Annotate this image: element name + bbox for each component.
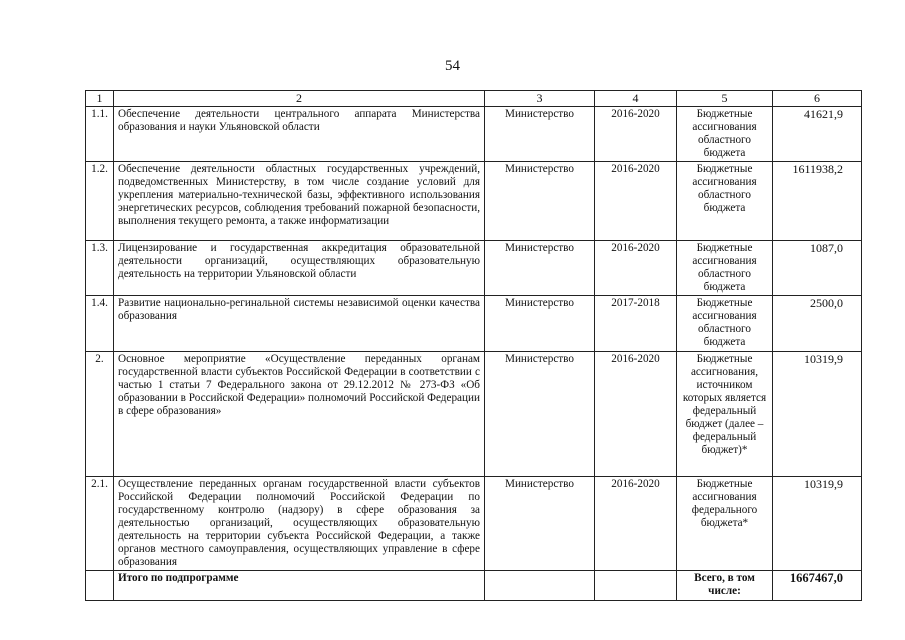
period: 2017-2018 bbox=[595, 296, 677, 352]
amount: 2500,0 bbox=[773, 296, 862, 352]
period: 2016-2020 bbox=[595, 241, 677, 296]
period: 2016-2020 bbox=[595, 162, 677, 241]
funding-source: Бюджетные ассигнования, источником которых является федеральный бюджет (далее – федеральный бюджет)* bbox=[677, 352, 773, 477]
executor: Министерство bbox=[485, 241, 595, 296]
funding-source: Бюджетные ассигнования областного бюджета bbox=[677, 241, 773, 296]
table-row bbox=[86, 477, 862, 571]
row-number: 1.1. bbox=[86, 107, 114, 162]
page-number: 54 bbox=[445, 58, 460, 74]
table-row bbox=[86, 241, 862, 296]
measure-name: Обеспечение деятельности центрального аппарата Министерства образования и науки Ульяновской области bbox=[114, 107, 485, 162]
column-header-2: 2 bbox=[114, 91, 485, 107]
measure-name: Развитие национально-регинальной системы независимой оценки качества образования bbox=[114, 296, 485, 352]
executor: Министерство bbox=[485, 107, 595, 162]
executor: Министерство bbox=[485, 352, 595, 477]
row-number: 1.4. bbox=[86, 296, 114, 352]
period: 2016-2020 bbox=[595, 107, 677, 162]
column-header-1: 1 bbox=[86, 91, 114, 107]
total-label: Итого по подпрограмме bbox=[114, 571, 485, 601]
total-number-cell bbox=[86, 571, 114, 601]
table-row bbox=[86, 296, 862, 352]
funding-source: Бюджетные ассигнования областного бюджета bbox=[677, 296, 773, 352]
amount: 10319,9 bbox=[773, 352, 862, 477]
amount: 1087,0 bbox=[773, 241, 862, 296]
executor: Министерство bbox=[485, 162, 595, 241]
funding-source: Бюджетные ассигнования областного бюджета bbox=[677, 162, 773, 241]
column-header-4: 4 bbox=[595, 91, 677, 107]
total-row bbox=[86, 571, 862, 601]
row-number: 2. bbox=[86, 352, 114, 477]
column-header-3: 3 bbox=[485, 91, 595, 107]
measure-name: Обеспечение деятельности областных государственных учреждений, подведомственных Министерству, в том числе создание условий для укрепления материально-технической базы, эффективного использования энергетических ресурсов, соблюдения требований пожарной безопасности, выполнения текущего ремонта, а также информатизации bbox=[114, 162, 485, 241]
amount: 41621,9 bbox=[773, 107, 862, 162]
table-row bbox=[86, 162, 862, 241]
total-source: Всего, в том числе: bbox=[677, 571, 773, 601]
amount: 1611938,2 bbox=[773, 162, 862, 241]
measure-name: Основное мероприятие «Осуществление переданных органам государственной власти субъектов Российской Федерации в соответствии с частью 1 статьи 7 Федерального закона от 29.12.2012 № 273-ФЗ «Об образовании в Российской Федерации» полномочий Российской Федерации в сфере образования» bbox=[114, 352, 485, 477]
executor: Министерство bbox=[485, 477, 595, 571]
total-amount: 1667467,0 bbox=[773, 571, 862, 601]
row-number: 2.1. bbox=[86, 477, 114, 571]
table-row bbox=[86, 107, 862, 162]
funding-source: Бюджетные ассигнования областного бюджета bbox=[677, 107, 773, 162]
column-header-6: 6 bbox=[773, 91, 862, 107]
column-number-row bbox=[86, 91, 862, 107]
column-header-5: 5 bbox=[677, 91, 773, 107]
executor: Министерство bbox=[485, 296, 595, 352]
period: 2016-2020 bbox=[595, 352, 677, 477]
total-period-cell bbox=[595, 571, 677, 601]
table-row bbox=[86, 352, 862, 477]
measure-name: Осуществление переданных органам государственной власти субъектов Российской Федерации полномочий Российской Федерации по государственному контролю (надзору) в сфере образования за деятельностью организаций, осуществляющих образовательную деятельность на территории субъекта Российской Федерации, а также органов местного самоуправления, осуществляющих управление в сфере образования bbox=[114, 477, 485, 571]
row-number: 1.2. bbox=[86, 162, 114, 241]
measure-name: Лицензирование и государственная аккредитация образовательной деятельности организаций, осуществляющих образовательную деятельность на территории Ульяновской области bbox=[114, 241, 485, 296]
program-table bbox=[85, 90, 862, 601]
amount: 10319,9 bbox=[773, 477, 862, 571]
row-number: 1.3. bbox=[86, 241, 114, 296]
funding-source: Бюджетные ассигнования федерального бюджета* bbox=[677, 477, 773, 571]
period: 2016-2020 bbox=[595, 477, 677, 571]
total-executor-cell bbox=[485, 571, 595, 601]
